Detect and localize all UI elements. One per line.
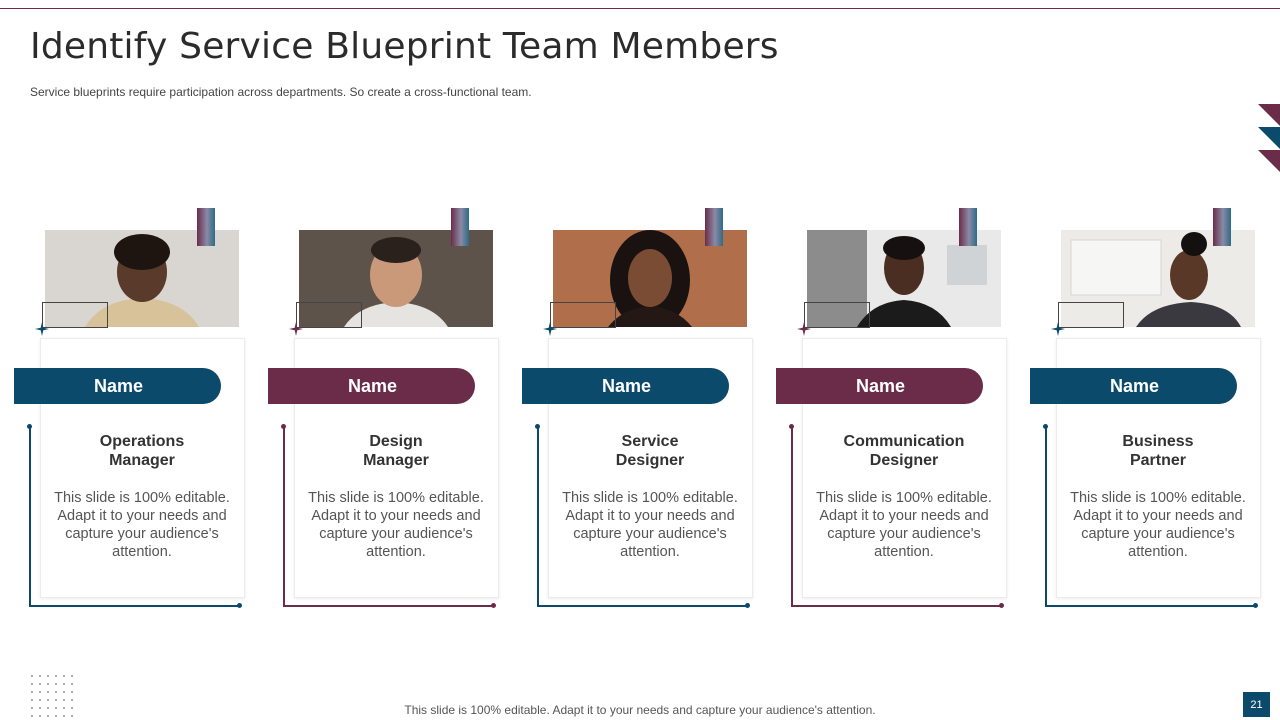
bracket-dot — [491, 603, 496, 608]
bracket-dot — [27, 424, 32, 429]
bracket-line — [283, 605, 494, 607]
photo-frame-outline — [42, 302, 108, 328]
photo-tab-accent — [451, 208, 469, 246]
member-role: Service Designer — [615, 433, 685, 469]
member-description: This slide is 100% editable. Adapt it to your needs and capture your audience's attention. — [308, 490, 484, 560]
member-name-label: Name — [14, 368, 221, 404]
page-subtitle: Service blueprints require participation across departments. So create a cross-functional team. — [30, 85, 532, 99]
photo-tab-accent — [705, 208, 723, 246]
member-role: Communication Designer — [843, 433, 965, 469]
photo-tab-accent — [959, 208, 977, 246]
member-name-label: Name — [268, 368, 475, 404]
sparkle-icon — [797, 322, 811, 336]
bracket-dot — [1043, 424, 1048, 429]
member-description: This slide is 100% editable. Adapt it to your needs and capture your audience's attention. — [1070, 490, 1246, 560]
photo-tab-accent — [197, 208, 215, 246]
team-member-card — [268, 200, 522, 620]
bracket-line — [537, 427, 539, 607]
photo-frame-outline — [550, 302, 616, 328]
member-name-label: Name — [1030, 368, 1237, 404]
page-title: Identify Service Blueprint Team Members — [30, 26, 779, 67]
team-member-card — [776, 200, 1030, 620]
bracket-line — [1045, 427, 1047, 607]
photo-frame-outline — [1058, 302, 1124, 328]
page-number: 21 — [1243, 692, 1270, 717]
bracket-dot — [745, 603, 750, 608]
photo-frame-outline — [296, 302, 362, 328]
bracket-dot — [237, 603, 242, 608]
bracket-line — [537, 605, 748, 607]
bracket-dot — [999, 603, 1004, 608]
bracket-line — [283, 427, 285, 607]
bracket-line — [29, 427, 31, 607]
team-member-card — [1030, 200, 1280, 620]
footer-note: This slide is 100% editable. Adapt it to your needs and capture your audience's attention. — [404, 703, 876, 717]
member-description: This slide is 100% editable. Adapt it to your needs and capture your audience's attention. — [54, 490, 230, 560]
bracket-line — [791, 605, 1002, 607]
sparkle-icon — [1051, 322, 1065, 336]
sparkle-icon — [543, 322, 557, 336]
bracket-line — [791, 427, 793, 607]
bracket-dot — [281, 424, 286, 429]
member-name-label: Name — [522, 368, 729, 404]
team-member-card — [14, 200, 268, 620]
sparkle-icon — [35, 322, 49, 336]
bracket-line — [29, 605, 240, 607]
sparkle-icon — [289, 322, 303, 336]
bracket-line — [1045, 605, 1256, 607]
photo-frame-outline — [804, 302, 870, 328]
bracket-dot — [789, 424, 794, 429]
member-description: This slide is 100% editable. Adapt it to your needs and capture your audience's attention. — [562, 490, 738, 560]
member-role: Business Partner — [1122, 433, 1194, 469]
member-description: This slide is 100% editable. Adapt it to your needs and capture your audience's attention. — [816, 490, 992, 560]
member-role: Design Manager — [363, 433, 429, 469]
photo-tab-accent — [1213, 208, 1231, 246]
member-name-label: Name — [776, 368, 983, 404]
bracket-dot — [1253, 603, 1258, 608]
team-member-card — [522, 200, 776, 620]
member-role: Operations Manager — [99, 433, 185, 469]
bracket-dot — [535, 424, 540, 429]
